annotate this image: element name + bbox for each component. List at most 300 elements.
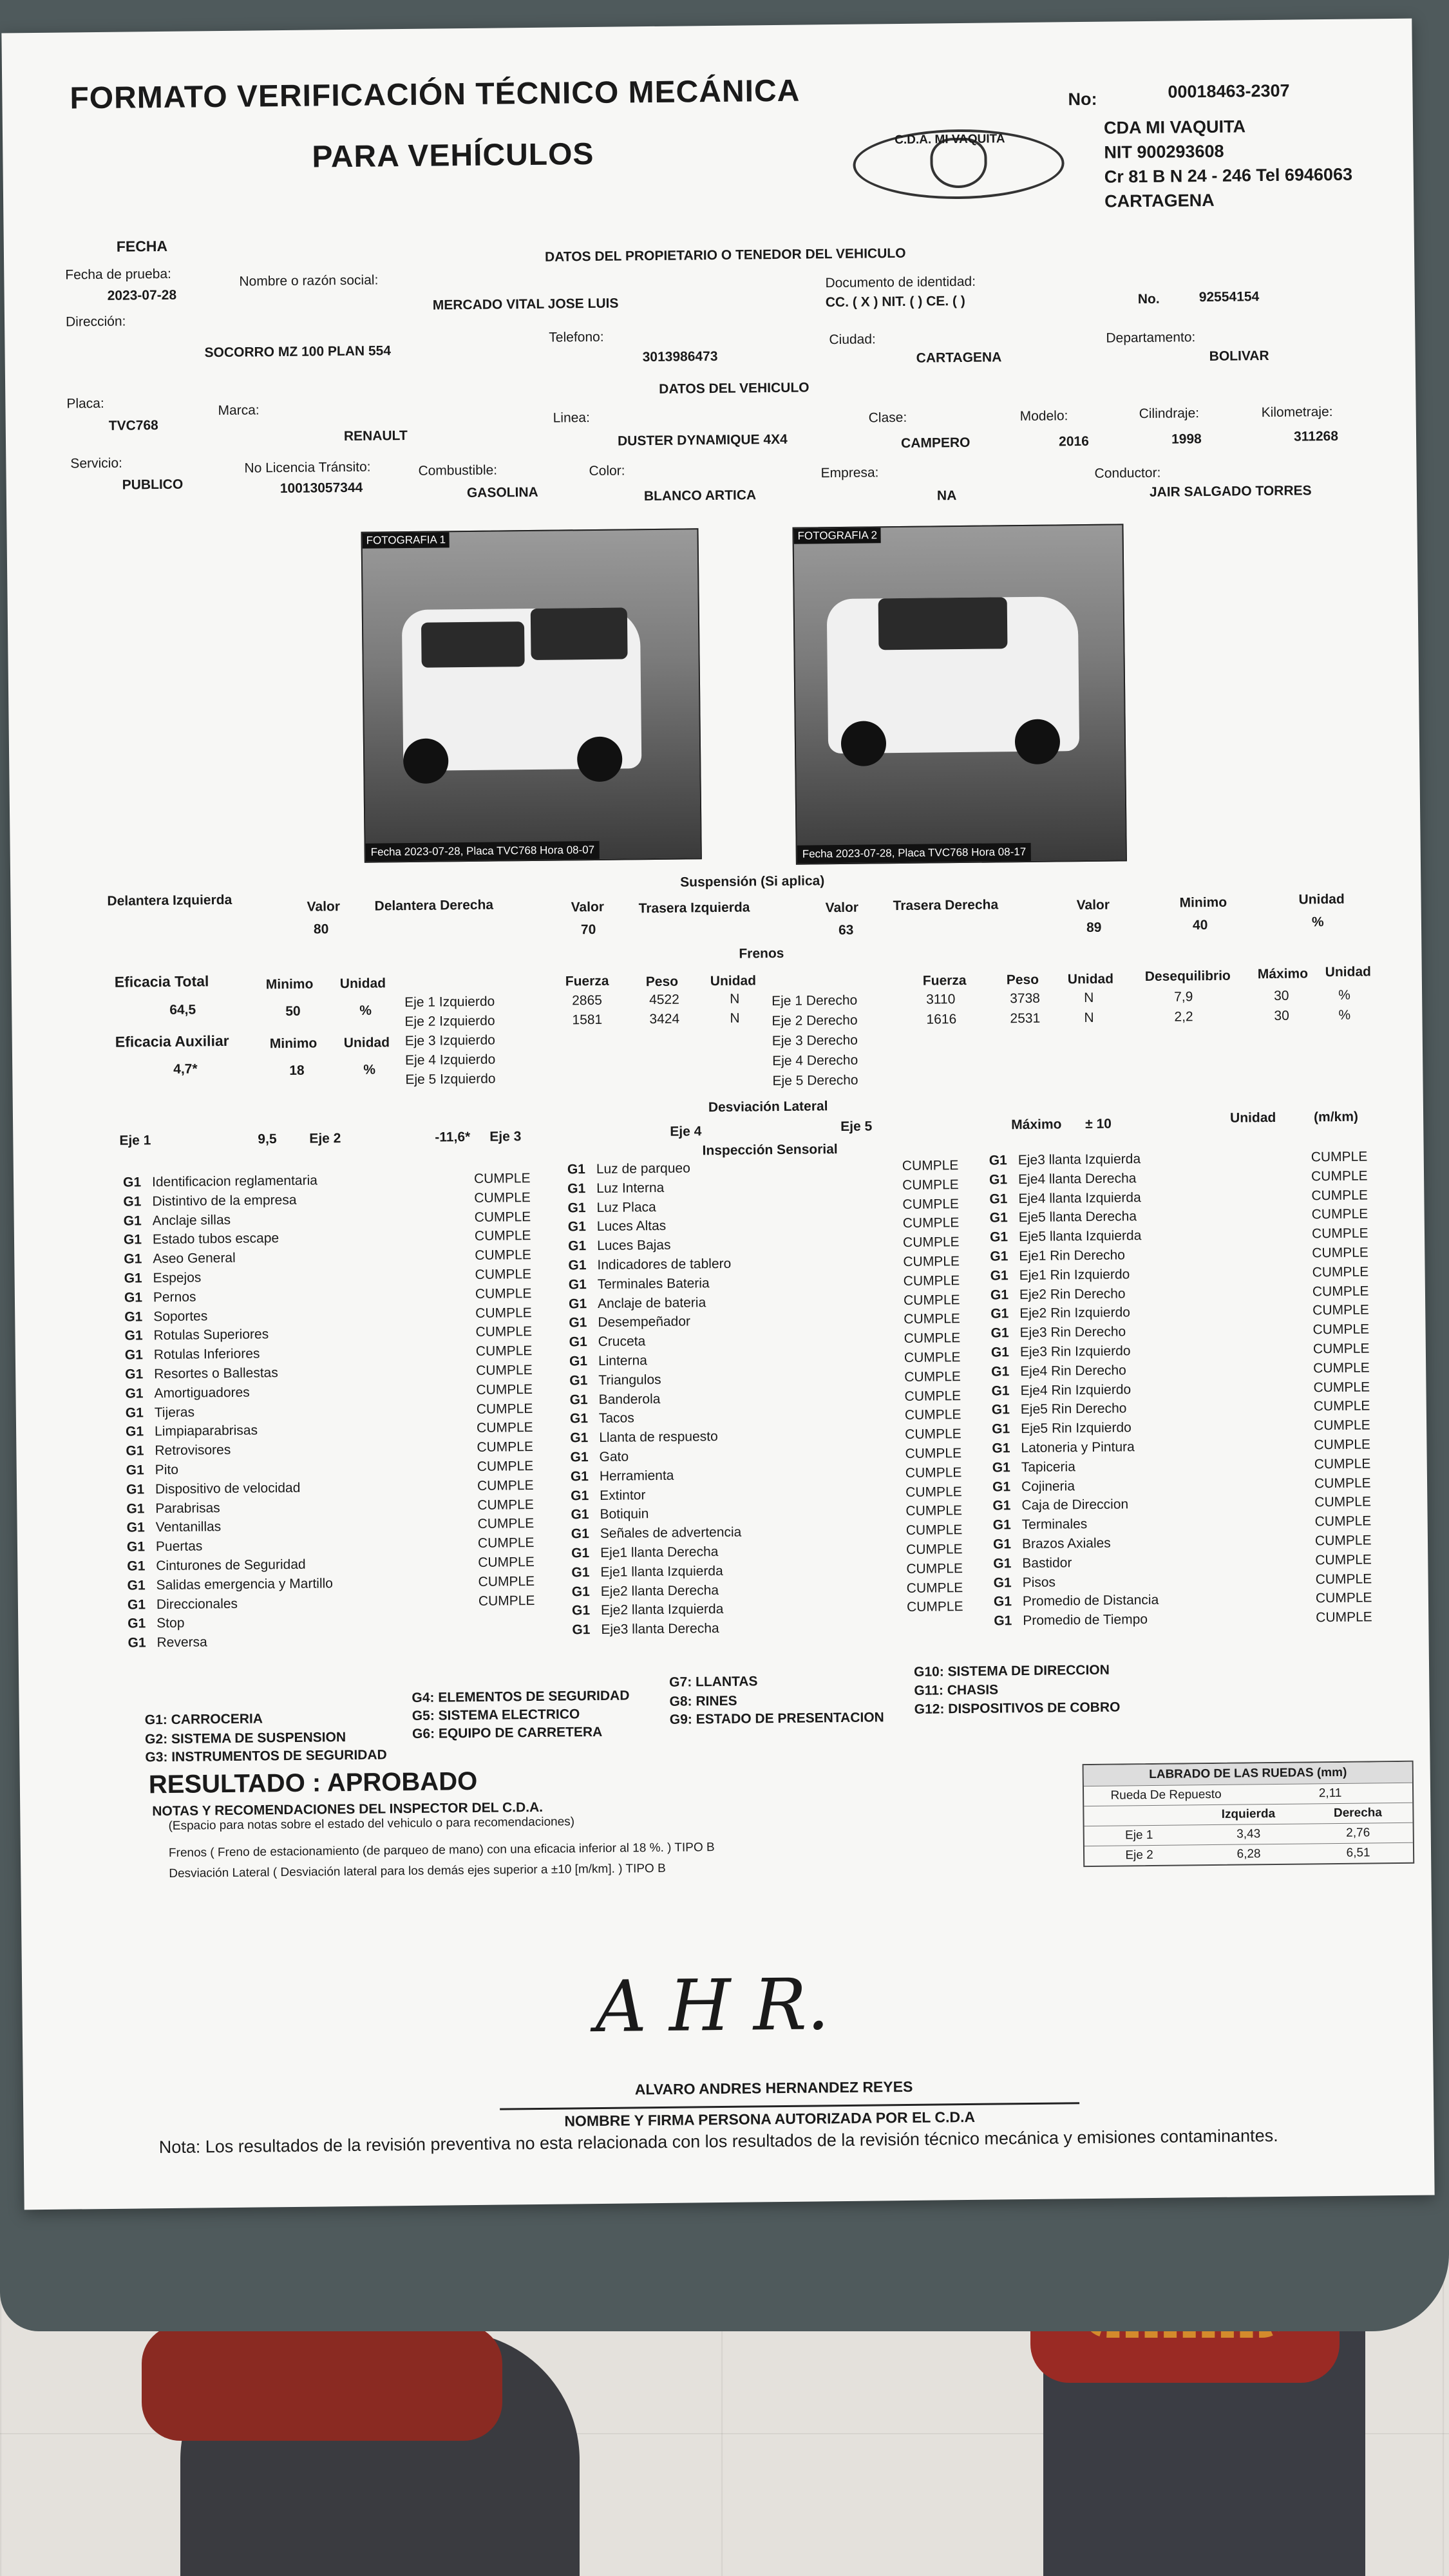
insp-item: Retrovisores: [155, 1443, 231, 1459]
insp-item: Triangulos: [598, 1372, 661, 1388]
legend-g5: G5: SISTEMA ELECTRICO: [412, 1707, 580, 1724]
insp-item: Resortes o Ballestas: [154, 1365, 278, 1382]
insp-result: CUMPLE: [477, 1516, 535, 1532]
susp-v3: 63: [838, 922, 854, 938]
insp-item: Eje4 llanta Izquierda: [1018, 1189, 1141, 1206]
insp-group: G1: [124, 1347, 144, 1363]
insp-item: Limpiaparabrisas: [154, 1423, 258, 1439]
et-unidad-label: Unidad: [339, 976, 386, 992]
ciudad: CARTAGENA: [916, 350, 1002, 366]
insp-group: G1: [127, 1596, 146, 1613]
insp-result: CUMPLE: [478, 1573, 535, 1589]
insp-item: Puertas: [155, 1539, 203, 1555]
susp-unit: %: [1311, 914, 1324, 930]
doc-title-line1: FORMATO VERIFICACIÓN TÉCNICO MECÁNICA: [70, 73, 800, 116]
notes-sub: (Espacio para notas sobre el estado del vehiculo o para recomendaciones): [168, 1815, 575, 1833]
insp-item: Llanta de respuesto: [599, 1429, 718, 1446]
note-frenos: Frenos ( Freno de estacionamiento (de parqueo de mano) con una eficacia inferior al 18 %. ) TIPO B: [168, 1841, 715, 1860]
insp-result: CUMPLE: [902, 1215, 960, 1231]
empresa: NA: [936, 488, 957, 504]
freno-izq-unidad: N: [730, 1010, 740, 1026]
footer-note: Nota: Los resultados de la revisión preventiva no esta relacionada con los resultados de la revisión técnico mecánica y emisiones contaminantes.: [158, 2125, 1278, 2157]
insp-group: G1: [989, 1153, 1007, 1168]
insp-result: CUMPLE: [477, 1459, 534, 1474]
insp-result: CUMPLE: [905, 1503, 963, 1519]
legend-g6: G6: EQUIPO DE CARRETERA: [412, 1724, 603, 1742]
insp-result: CUMPLE: [905, 1484, 962, 1500]
insp-item: Eje2 llanta Derecha: [600, 1582, 719, 1599]
ea-value: 4,7*: [173, 1061, 198, 1077]
insp-group: G1: [992, 1517, 1011, 1533]
insp-group: G1: [989, 1191, 1008, 1207]
freno-izq-peso: 4522: [649, 992, 679, 1008]
insp-item: Pito: [155, 1462, 179, 1478]
insp-item: Parabrisas: [155, 1500, 220, 1516]
insp-group: G1: [124, 1309, 143, 1325]
freno-der-max: 30: [1274, 988, 1289, 1003]
combustible-label: Combustible:: [418, 462, 498, 478]
insp-group: G1: [992, 1460, 1010, 1475]
insp-result: CUMPLE: [903, 1292, 960, 1308]
company-city: CARTAGENA: [1104, 190, 1215, 211]
insp-item: Latoneria y Pintura: [1021, 1439, 1135, 1456]
insp-group: G1: [569, 1411, 589, 1426]
insp-item: Eje3 Rin Izquierdo: [1019, 1343, 1131, 1360]
photo-1-label: FOTOGRAFIA 1: [363, 532, 450, 548]
insp-item: Luz Placa: [596, 1199, 656, 1215]
insp-group: G1: [125, 1386, 144, 1401]
desv-eje1-val: 9,5: [258, 1132, 277, 1147]
desv-eje2: Eje 2: [309, 1131, 341, 1146]
ea-min: 18: [289, 1063, 305, 1078]
signature-line: [500, 2102, 1079, 2110]
freno-izq-fuerza: 2865: [572, 992, 602, 1009]
insp-group: G1: [990, 1306, 1009, 1321]
doc-types: CC. ( X ) NIT. ( ) CE. ( ): [825, 293, 965, 310]
insp-group: G1: [571, 1546, 590, 1561]
insp-group: G1: [567, 1219, 586, 1235]
legend-g1: G1: CARROCERIA: [144, 1711, 263, 1728]
freno-der-unidad: N: [1084, 1010, 1094, 1026]
insp-result: CUMPLE: [1314, 1494, 1372, 1510]
insp-result: CUMPLE: [1314, 1533, 1372, 1549]
legend-g12: G12: DISPOSITIVOS DE COBRO: [914, 1700, 1121, 1717]
insp-result: CUMPLE: [1312, 1245, 1368, 1261]
frenos-title: Frenos: [739, 945, 784, 961]
freno-der-peso: 3738: [1010, 990, 1040, 1007]
max-label: Máximo: [1257, 966, 1309, 982]
insp-result: CUMPLE: [906, 1580, 963, 1596]
linea-label: Linea:: [553, 410, 591, 426]
insp-result: CUMPLE: [476, 1420, 533, 1436]
insp-group: G1: [570, 1450, 589, 1465]
insp-group: G1: [568, 1238, 587, 1254]
desv-eje4: Eje 4: [670, 1124, 702, 1139]
insp-item: Pernos: [153, 1289, 196, 1305]
insp-result: CUMPLE: [1313, 1360, 1370, 1376]
susp-tra-izq: Trasera Izquierda: [638, 900, 750, 916]
insp-result: CUMPLE: [906, 1599, 963, 1615]
insp-result: CUMPLE: [1314, 1475, 1371, 1491]
legend-g3: G3: INSTRUMENTOS DE SEGURIDAD: [145, 1747, 387, 1765]
insp-item: Promedio de Distancia: [1022, 1593, 1159, 1609]
insp-group: G1: [126, 1443, 144, 1459]
susp-v4: 89: [1086, 920, 1102, 935]
fecha-prueba-label: Fecha de prueba:: [65, 266, 172, 283]
insp-group: G1: [124, 1271, 142, 1286]
clase: CAMPERO: [900, 435, 971, 451]
freno-izq-eje: Eje 4 Izquierdo: [404, 1052, 496, 1068]
doc-no-label: No.: [1137, 291, 1160, 307]
labrado-eje2-izq: 6,28: [1236, 1847, 1261, 1861]
insp-item: Reversa: [156, 1634, 207, 1651]
insp-result: CUMPLE: [475, 1247, 531, 1264]
insp-group: G1: [128, 1635, 146, 1651]
doc-label: Documento de identidad:: [825, 274, 976, 291]
max-unidad-label: Unidad: [1325, 964, 1372, 980]
owner-section-title: DATOS DEL PROPIETARIO O TENEDOR DEL VEHICULO: [544, 245, 906, 265]
vehicle-section-title: DATOS DEL VEHICULO: [659, 380, 810, 397]
legend-g10: G10: SISTEMA DE DIRECCION: [913, 1662, 1110, 1680]
insp-result: CUMPLE: [1314, 1513, 1372, 1530]
desv-maximo: Máximo: [1011, 1117, 1062, 1133]
insp-item: Luces Bajas: [597, 1237, 671, 1254]
insp-result: CUMPLE: [1312, 1341, 1370, 1357]
insp-result: CUMPLE: [905, 1426, 961, 1443]
insp-item: Terminales Bateria: [597, 1275, 710, 1292]
empresa-label: Empresa:: [820, 465, 879, 481]
color: BLANCO ARTICA: [643, 488, 757, 504]
marca-label: Marca:: [218, 402, 260, 419]
modelo-label: Modelo:: [1019, 408, 1068, 424]
ea-unit: %: [363, 1062, 376, 1077]
insp-item: Extintor: [600, 1487, 646, 1503]
km-label: Kilometraje:: [1261, 404, 1333, 421]
insp-group: G1: [123, 1232, 142, 1248]
doc-number: 00018463-2307: [1168, 80, 1290, 102]
insp-item: Tijeras: [154, 1405, 195, 1420]
placa: TVC768: [108, 418, 158, 433]
insp-group: G1: [990, 1249, 1009, 1264]
insp-item: Desempeñador: [598, 1314, 691, 1331]
freno-der-max-unit: %: [1338, 987, 1350, 1003]
freno-izq-eje: Eje 1 Izquierdo: [404, 994, 495, 1010]
insp-group: G1: [569, 1354, 588, 1369]
insp-item: Stop: [156, 1616, 185, 1631]
freno-izq-eje: Eje 3 Izquierdo: [404, 1032, 495, 1049]
desv-eje3: Eje 3: [489, 1129, 522, 1144]
insp-group: G1: [127, 1578, 146, 1593]
freno-der-fuerza: 3110: [926, 992, 956, 1007]
insp-item: Brazos Axiales: [1021, 1535, 1111, 1552]
insp-item: Caja de Direccion: [1021, 1497, 1129, 1513]
conductor: JAIR SALGADO TORRES: [1149, 483, 1312, 500]
susp-valor-3: Valor: [825, 900, 859, 916]
insp-item: Eje3 llanta Derecha: [601, 1621, 719, 1638]
insp-group: G1: [568, 1258, 587, 1273]
insp-item: Eje1 Rin Izquierdo: [1019, 1267, 1130, 1283]
photo-1-caption: Fecha 2023-07-28, Placa TVC768 Hora 08-07: [366, 841, 600, 862]
insp-result: CUMPLE: [1313, 1417, 1370, 1434]
insp-result: CUMPLE: [1312, 1321, 1370, 1338]
eficacia-total-label: Eficacia Total: [114, 972, 209, 990]
insp-item: Linterna: [598, 1353, 648, 1368]
freno-izq-unidad: N: [730, 991, 740, 1007]
insp-group: G1: [570, 1468, 589, 1484]
insp-item: Cojineria: [1021, 1478, 1075, 1494]
logo-text: C.D.A. MI VAQUITA: [895, 132, 1005, 147]
insp-item: Terminales: [1021, 1517, 1088, 1533]
insp-result: CUMPLE: [905, 1446, 962, 1461]
insp-item: Eje1 llanta Izquierda: [600, 1563, 723, 1580]
insp-result: CUMPLE: [903, 1273, 960, 1289]
insp-item: Eje3 llanta Izquierda: [1018, 1151, 1141, 1168]
insp-item: Eje5 llanta Derecha: [1018, 1209, 1137, 1226]
insp-result: CUMPLE: [476, 1381, 533, 1397]
insp-group: G1: [571, 1603, 591, 1618]
insp-item: Pisos: [1022, 1575, 1056, 1590]
eficacia-aux-label: Eficacia Auxiliar: [115, 1032, 229, 1050]
legend-g2: G2: SISTEMA DE SUSPENSION: [144, 1730, 346, 1747]
insp-group: G1: [993, 1575, 1012, 1591]
insp-item: Eje5 Rin Izquierdo: [1021, 1420, 1132, 1437]
izq-unidad-label: Unidad: [710, 973, 757, 989]
insp-group: G1: [990, 1287, 1009, 1303]
insp-group: G1: [991, 1383, 1010, 1399]
desv-eje2-val: -11,6*: [435, 1130, 471, 1145]
insp-group: G1: [572, 1622, 591, 1638]
insp-result: CUMPLE: [1311, 1188, 1368, 1203]
notes-title: NOTAS Y RECOMENDACIONES DEL INSPECTOR DEL C.D.A.: [152, 1799, 544, 1819]
insp-result: CUMPLE: [477, 1535, 535, 1551]
insp-result: CUMPLE: [1315, 1590, 1372, 1606]
insp-item: Señales de advertencia: [600, 1524, 742, 1542]
insp-group: G1: [127, 1558, 146, 1574]
insp-result: CUMPLE: [906, 1560, 963, 1577]
insp-item: Herramienta: [599, 1468, 674, 1484]
insp-item: Eje2 Rin Izquierdo: [1019, 1305, 1130, 1321]
insp-result: CUMPLE: [474, 1189, 531, 1206]
insp-group: G1: [992, 1421, 1010, 1437]
insp-result: CUMPLE: [903, 1254, 960, 1270]
insp-item: Indicadores de tablero: [597, 1256, 732, 1273]
freno-der-peso: 2531: [1010, 1010, 1041, 1027]
insp-group: G1: [569, 1392, 588, 1408]
insp-item: Direccionales: [156, 1596, 238, 1612]
insp-result: CUMPLE: [476, 1363, 533, 1378]
departamento-label: Departamento:: [1106, 330, 1196, 346]
susp-v2: 70: [580, 922, 596, 938]
insp-result: CUMPLE: [475, 1285, 532, 1302]
susp-tra-der: Trasera Derecha: [893, 897, 999, 914]
inspection-document: [1, 19, 1434, 2210]
labrado-eje2: Eje 2: [1125, 1848, 1153, 1862]
insp-item: Cruceta: [598, 1334, 646, 1350]
labrado-eje1-izq: 3,43: [1236, 1827, 1261, 1841]
insp-item: Luces Altas: [596, 1218, 667, 1235]
insp-group: G1: [124, 1290, 143, 1305]
legend-g7: G7: LLANTAS: [669, 1674, 758, 1690]
insp-result: CUMPLE: [478, 1593, 535, 1609]
insp-item: Eje4 Rin Izquierdo: [1020, 1381, 1132, 1398]
susp-minimo: Minimo: [1179, 895, 1227, 911]
insp-group: G1: [123, 1194, 142, 1209]
insp-item: Identificacion reglamentaria: [151, 1173, 317, 1190]
insp-group: G1: [567, 1200, 586, 1216]
ea-unidad-label: Unidad: [343, 1035, 390, 1051]
insp-group: G1: [126, 1482, 145, 1497]
insp-group: G1: [124, 1328, 143, 1344]
desv-unit: (m/km): [1313, 1109, 1359, 1125]
et-unit: %: [359, 1003, 372, 1018]
insp-item: Salidas emergencia y Martillo: [156, 1576, 334, 1593]
insp-result: CUMPLE: [1315, 1571, 1372, 1587]
desv-max-val: ± 10: [1085, 1116, 1112, 1132]
telefono-label: Telefono:: [549, 329, 604, 345]
insp-result: CUMPLE: [475, 1267, 532, 1282]
legend-g4: G4: ELEMENTOS DE SEGURIDAD: [412, 1688, 630, 1706]
insp-item: Eje2 Rin Derecho: [1019, 1285, 1126, 1302]
insp-group: G1: [125, 1367, 144, 1382]
insp-result: CUMPLE: [475, 1343, 533, 1359]
insp-group: G1: [991, 1402, 1010, 1417]
km: 311268: [1293, 428, 1339, 444]
modelo: 2016: [1058, 433, 1089, 450]
legend-g11: G11: CHASIS: [914, 1682, 999, 1698]
telefono: 3013986473: [642, 348, 718, 365]
insp-group: G1: [126, 1463, 144, 1478]
owner-name: MERCADO VITAL JOSE LUIS: [432, 296, 619, 313]
insp-item: Aseo General: [153, 1251, 236, 1267]
freno-der-eje: Eje 5 Derecho: [772, 1072, 858, 1089]
desv-eje1: Eje 1: [119, 1133, 151, 1148]
desv-eje5: Eje 5: [840, 1119, 873, 1135]
doc-no: 92554154: [1198, 289, 1260, 305]
insp-group: G1: [126, 1539, 146, 1555]
susp-v1: 80: [313, 922, 329, 937]
insp-result: CUMPLE: [905, 1522, 963, 1539]
insp-item: Eje4 Rin Derecho: [1020, 1363, 1126, 1379]
insp-group: G1: [571, 1507, 589, 1522]
insp-result: CUMPLE: [477, 1439, 534, 1455]
marca: RENAULT: [343, 428, 408, 444]
insp-group: G1: [122, 1175, 142, 1190]
insp-item: Estado tubos escape: [152, 1231, 279, 1247]
insp-result: CUMPLE: [1314, 1437, 1371, 1453]
ciudad-label: Ciudad:: [829, 332, 876, 348]
insp-result: CUMPLE: [1311, 1206, 1368, 1222]
insp-group: G1: [569, 1315, 587, 1331]
vehicle-photo-1: [361, 528, 702, 862]
insp-result: CUMPLE: [1312, 1264, 1369, 1280]
insp-result: CUMPLE: [902, 1158, 959, 1174]
ea-minimo-label: Minimo: [269, 1036, 317, 1052]
der-peso-label: Peso: [1006, 972, 1039, 988]
susp-del-der: Delantera Derecha: [374, 897, 494, 914]
insp-group: G1: [994, 1613, 1012, 1629]
insp-result: CUMPLE: [1312, 1283, 1369, 1299]
freno-der-eje: Eje 2 Derecho: [772, 1012, 858, 1029]
insp-group: G1: [569, 1334, 587, 1350]
photo-2-caption: Fecha 2023-07-28, Placa TVC768 Hora 08-17: [797, 843, 1032, 864]
legend-g9: G9: ESTADO DE PRESENTACION: [669, 1710, 884, 1727]
fecha-prueba: 2023-07-28: [107, 287, 177, 303]
insp-group: G1: [571, 1488, 589, 1504]
insp-result: CUMPLE: [1316, 1609, 1372, 1625]
freno-der-max: 30: [1274, 1008, 1289, 1023]
suspension-title: Suspensión (Si aplica): [680, 873, 825, 890]
clase-label: Clase:: [868, 410, 907, 426]
insp-result: CUMPLE: [474, 1228, 531, 1244]
labrado-title: LABRADO DE LAS RUEDAS (mm): [1084, 1762, 1412, 1786]
legend-g8: G8: RINES: [669, 1693, 737, 1709]
insp-item: Eje1 llanta Derecha: [600, 1544, 719, 1560]
freno-izq-eje: Eje 2 Izquierdo: [404, 1013, 495, 1030]
linea: DUSTER DYNAMIQUE 4X4: [617, 431, 788, 449]
departamento: BOLIVAR: [1209, 348, 1269, 364]
insp-item: Rotulas Inferiores: [153, 1346, 260, 1363]
insp-group: G1: [123, 1213, 142, 1229]
insp-result: CUMPLE: [473, 1171, 531, 1186]
insp-group: G1: [571, 1584, 590, 1600]
insp-item: Banderola: [598, 1391, 661, 1407]
freno-der-unidad: N: [1084, 990, 1094, 1006]
insp-item: Espejos: [153, 1270, 202, 1286]
insp-result: CUMPLE: [904, 1331, 961, 1347]
freno-der-eje: Eje 1 Derecho: [772, 992, 858, 1009]
insp-result: CUMPLE: [902, 1177, 959, 1193]
freno-izq-eje: Eje 5 Izquierdo: [405, 1071, 496, 1088]
labrado-izq-header: Izquierda: [1221, 1807, 1276, 1821]
susp-valor-2: Valor: [571, 899, 605, 915]
insp-result: CUMPLE: [476, 1401, 533, 1417]
repuesto-value: 2,11: [1318, 1786, 1342, 1801]
freno-der-eje: Eje 3 Derecho: [772, 1032, 858, 1049]
insp-item: Cinturones de Seguridad: [156, 1557, 306, 1574]
insp-result: CUMPLE: [904, 1388, 961, 1404]
labrado-eje1-der: 2,76: [1346, 1826, 1370, 1840]
insp-item: Tapiceria: [1021, 1459, 1075, 1475]
insp-result: CUMPLE: [474, 1209, 531, 1225]
result-label: RESULTADO : APROBADO: [148, 1766, 478, 1799]
et-minimo-label: Minimo: [265, 976, 314, 992]
freno-der-eje: Eje 4 Derecho: [772, 1052, 858, 1069]
insp-result: CUMPLE: [904, 1368, 961, 1385]
insp-result: CUMPLE: [1314, 1456, 1371, 1472]
insp-result: CUMPLE: [1312, 1302, 1369, 1318]
insp-group: G1: [990, 1345, 1010, 1360]
insp-group: G1: [989, 1172, 1008, 1188]
color-label: Color:: [589, 463, 625, 479]
conductor-label: Conductor:: [1094, 465, 1161, 481]
left-shoe: [142, 2325, 502, 2441]
insp-item: Anclaje sillas: [152, 1212, 231, 1228]
inspeccion-title: Inspección Sensorial: [702, 1142, 838, 1159]
insp-item: Eje2 llanta Izquierda: [600, 1602, 724, 1618]
insp-group: G1: [993, 1556, 1012, 1571]
insp-item: Gato: [599, 1449, 629, 1464]
labrado-der-header: Derecha: [1333, 1806, 1383, 1821]
insp-group: G1: [992, 1537, 1012, 1552]
insp-group: G1: [570, 1430, 589, 1446]
signer-name: ALVARO ANDRES HERNANDEZ REYES: [634, 2078, 913, 2098]
cilindraje-label: Cilindraje:: [1139, 406, 1200, 422]
insp-item: Ventanillas: [155, 1519, 222, 1535]
insp-group: G1: [567, 1180, 586, 1197]
doc-number-label: No:: [1068, 89, 1097, 109]
insp-group: G1: [990, 1325, 1009, 1341]
insp-group: G1: [568, 1276, 587, 1293]
